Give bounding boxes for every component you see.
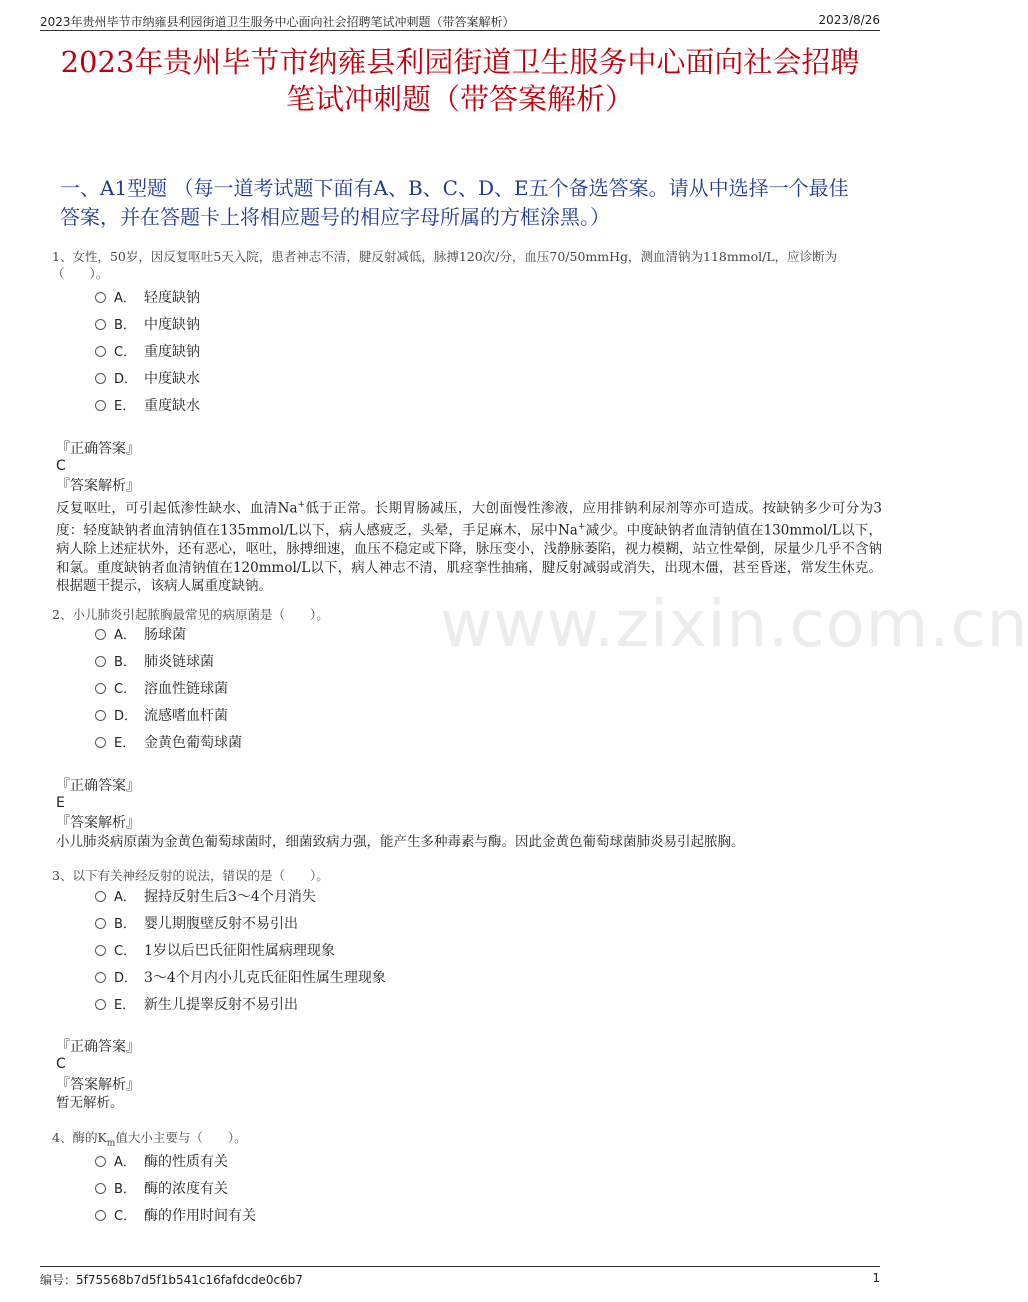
question-4-option-a[interactable]: A． 酶的性质有关 (95, 1152, 228, 1172)
title-line-2: 笔试冲刺题（带答案解析） (285, 82, 634, 116)
question-1-option-c[interactable]: C． 重度缺钠 (95, 342, 200, 362)
document-id: 编号：5f75568b7d5f1b541c16fafdcde0c6b7 (40, 1273, 303, 1287)
question-1-answer: C (56, 458, 66, 474)
radio-icon[interactable] (95, 972, 106, 983)
question-3-option-e[interactable]: E． 新生儿提睾反射不易引出 (95, 995, 298, 1015)
radio-icon[interactable] (95, 918, 106, 929)
question-2-option-b[interactable]: B． 肺炎链球菌 (95, 652, 214, 672)
question-2-option-d[interactable]: D． 流感嗜血杆菌 (95, 706, 228, 726)
header-date: 2023/8/26 (818, 13, 880, 27)
radio-icon[interactable] (95, 737, 106, 748)
question-3-option-d[interactable]: D． 3～4个月内小儿克氏征阳性属生理现象 (95, 968, 386, 988)
page-number: 1 (872, 1271, 880, 1285)
analysis-label: 『答案解析』 (56, 1077, 140, 1093)
document-title (40, 44, 880, 118)
section-heading: 一、A1型题 （每一道考试题下面有A、B、C、D、E五个备选答案。请从中选择一个最佳答案，并在答题卡上将相应题号的相应字母所属的方框涂黑。） (60, 176, 849, 229)
watermark: www.zixin.com.cn (440, 588, 1028, 662)
question-2-explanation: 小儿肺炎病原菌为金黄色葡萄球菌时，细菌致病力强，能产生多种毒素与酶。因此金黄色葡萄球菌肺炎易引起脓胸。 (56, 834, 745, 850)
correct-answer-label: 『正确答案』 (56, 778, 140, 794)
page-header (40, 12, 880, 31)
question-2-stem: 2、小儿肺炎引起脓胸最常见的病原菌是（ ）。 (52, 607, 329, 622)
question-4-option-b[interactable]: B． 酶的浓度有关 (95, 1179, 228, 1199)
radio-icon[interactable] (95, 891, 106, 902)
analysis-label: 『答案解析』 (56, 815, 140, 831)
analysis-label: 『答案解析』 (56, 478, 140, 494)
radio-icon[interactable] (95, 999, 106, 1010)
radio-icon[interactable] (95, 292, 106, 303)
radio-icon[interactable] (95, 400, 106, 411)
question-3-option-c[interactable]: C． 1岁以后巴氏征阳性属病理现象 (95, 941, 335, 961)
question-4-stem: 4、酶的$K_m$值大小主要与（ ）。 (52, 1130, 247, 1149)
radio-icon[interactable] (95, 1156, 106, 1167)
question-1-option-b[interactable]: B． 中度缺钠 (95, 315, 200, 335)
radio-icon[interactable] (95, 710, 106, 721)
radio-icon[interactable] (95, 656, 106, 667)
radio-icon[interactable] (95, 373, 106, 384)
correct-answer-label: 『正确答案』 (56, 1039, 140, 1055)
correct-answer-label: 『正确答案』 (56, 441, 140, 457)
radio-icon[interactable] (95, 1183, 106, 1194)
question-1-option-d[interactable]: D． 中度缺水 (95, 369, 200, 389)
header-doc-title: 2023年贵州毕节市纳雍县利园街道卫生服务中心面向社会招聘笔试冲刺题（带答案解析） (40, 15, 515, 29)
question-3-stem: 3、以下有关神经反射的说法，错误的是（ ）。 (52, 868, 329, 883)
question-2-answer: E (56, 795, 65, 811)
radio-icon[interactable] (95, 683, 106, 694)
radio-icon[interactable] (95, 319, 106, 330)
question-1-explanation: 反复呕吐，可引起低渗性缺水、血清Na+低于正常。长期胃肠减压，大创面慢性渗液，应用排钠利尿剂等亦可造成。按缺钠多少可分为3度：轻度缺钠者血清钠值在135mmol/L以下，病人感疲乏，头晕，手足麻木，尿中Na+减少。中度缺钠者血清钠值在130mmol/L以下，病人除上述症状外，还有恶心，呕吐，脉搏细速，血压不稳定或下降，脉压变小，浅静脉萎陷，视力模糊，站立性晕倒，尿量少几乎不含钠和氯。重度缺钠者血清钠值在120mmol/L以下，病人神志不清，肌痉挛性抽痛，腱反射减弱或消失，出现木僵，甚至昏迷，常发生休克。根据题干提示，该病人属重度缺钠。 (56, 500, 882, 595)
question-2-option-c[interactable]: C． 溶血性链球菌 (95, 679, 228, 699)
question-1-option-e[interactable]: E． 重度缺水 (95, 396, 200, 416)
title-line-1: 2023年贵州毕节市纳雍县利园街道卫生服务中心面向社会招聘 (60, 45, 860, 79)
question-1-option-a[interactable]: A． 轻度缺钠 (95, 288, 200, 308)
question-2-option-a[interactable]: A． 肠球菌 (95, 625, 186, 645)
question-3-option-b[interactable]: B． 婴儿期腹壁反射不易引出 (95, 914, 298, 934)
page-footer (40, 1266, 880, 1287)
question-4-option-c[interactable]: C． 酶的作用时间有关 (95, 1206, 256, 1226)
question-1-stem: 1、女性，50岁，因反复呕吐5天入院，患者神志不清，腱反射减低，脉搏120次/分，血压70/50mmHg，测血清钠为118mmol/L，应诊断为 （ ）。 (52, 249, 838, 281)
radio-icon[interactable] (95, 346, 106, 357)
radio-icon[interactable] (95, 629, 106, 640)
question-3-answer: C (56, 1056, 66, 1072)
question-3-option-a[interactable]: A． 握持反射生后3～4个月消失 (95, 887, 316, 907)
radio-icon[interactable] (95, 945, 106, 956)
radio-icon[interactable] (95, 1210, 106, 1221)
question-2-option-e[interactable]: E． 金黄色葡萄球菌 (95, 733, 242, 753)
question-3-explanation: 暂无解析。 (56, 1095, 124, 1111)
